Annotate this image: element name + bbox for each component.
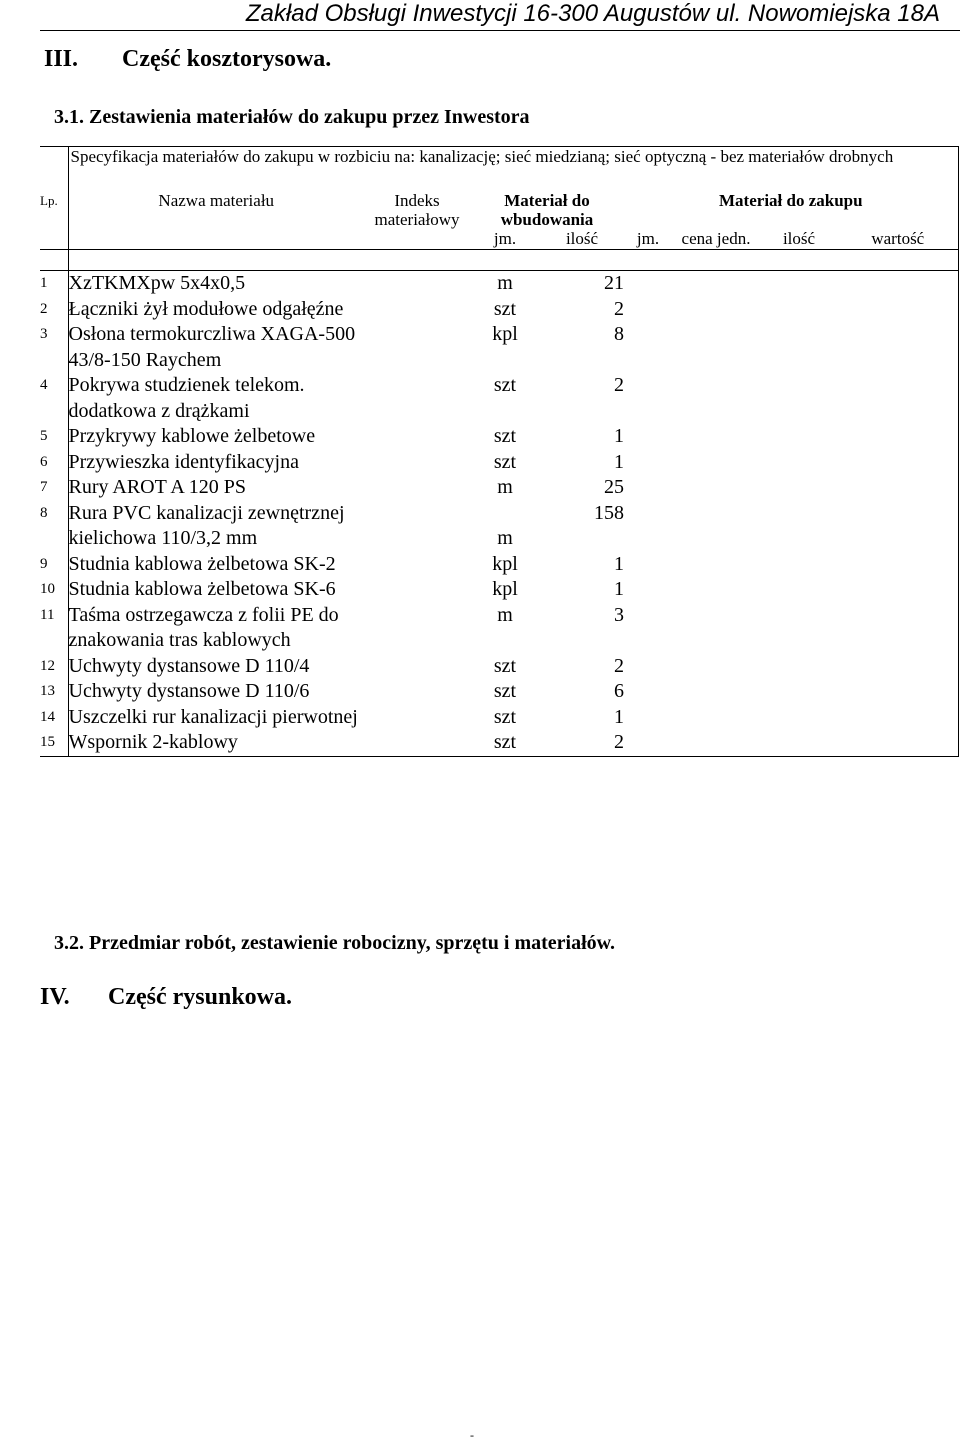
row-index xyxy=(364,297,470,323)
row-qty: 8 xyxy=(614,323,624,345)
row-unit-price xyxy=(672,424,760,450)
row-name: Wspornik 2-kablowy xyxy=(68,730,364,756)
row-value xyxy=(838,322,958,373)
column-header-lp: Lp. xyxy=(40,191,68,229)
row-unit-price xyxy=(672,271,760,297)
table-row xyxy=(40,501,958,552)
row-lp: 12 xyxy=(40,654,68,680)
subheader-value: wartość xyxy=(838,229,958,250)
row-unit-price xyxy=(672,730,760,756)
row-name: Uchwyty dystansowe D 110/6 xyxy=(68,680,310,702)
row-qty: 2 xyxy=(614,374,624,396)
row-qty: 1 xyxy=(614,578,624,600)
row-index xyxy=(364,577,470,603)
row-lp: 6 xyxy=(40,450,68,476)
row-buy-unit xyxy=(624,501,672,552)
row-buy-qty xyxy=(760,271,838,297)
row-index xyxy=(364,679,470,705)
row-name: Pokrywa studzienek telekom. dodatkowa z drążkami xyxy=(68,374,305,422)
row-unit: szt xyxy=(493,705,517,728)
row-lp: 1 xyxy=(40,271,68,297)
row-name: Osłona termokurczliwa XAGA-500 43/8-150 Raychem xyxy=(68,323,356,371)
row-buy-unit xyxy=(624,271,672,297)
table-row xyxy=(40,730,958,756)
row-name: Taśma ostrzegawcza z folii PE do znakowania tras kablowych xyxy=(68,603,339,651)
row-buy-qty xyxy=(760,679,838,705)
row-name: Studnia kablowa żelbetowa SK-2 xyxy=(68,552,336,575)
row-value xyxy=(838,603,958,654)
row-unit-price xyxy=(672,322,760,373)
row-buy-qty xyxy=(760,501,838,552)
row-buy-qty xyxy=(760,373,838,424)
row-value xyxy=(838,730,958,756)
row-value xyxy=(838,271,958,297)
row-unit-price xyxy=(672,373,760,424)
subheader-unit-2: jm. xyxy=(636,229,660,248)
row-unit: szt xyxy=(493,680,517,702)
row-buy-qty xyxy=(760,297,838,323)
table-row xyxy=(40,603,958,654)
table-row xyxy=(40,654,958,680)
row-index xyxy=(364,730,470,756)
row-index xyxy=(364,475,470,501)
row-unit: m xyxy=(497,527,513,549)
row-buy-qty xyxy=(760,577,838,603)
subheader-qty-2: ilość xyxy=(782,229,816,248)
row-value xyxy=(838,501,958,552)
row-index xyxy=(364,424,470,450)
row-buy-qty xyxy=(760,654,838,680)
row-unit-price xyxy=(672,475,760,501)
row-index xyxy=(364,603,470,654)
table-caption: Specyfikacja materiałów do zakupu w rozbiciu na: kanalizację; sieć miedzianą; sieć optyczną - bez materiałów drobnych xyxy=(68,147,958,192)
row-unit-price xyxy=(672,654,760,680)
row-unit-price xyxy=(672,577,760,603)
page-footer-mark: - xyxy=(470,1428,474,1442)
row-unit: kpl xyxy=(492,578,518,600)
row-name: Przykrywy kablowe żelbetowe xyxy=(68,425,316,447)
table-caption-row xyxy=(40,147,958,192)
organization-address: Zakład Obsługi Inwestycji 16-300 Augustów ul. Nowomiejska 18A xyxy=(245,0,940,27)
row-buy-qty xyxy=(760,424,838,450)
table-row xyxy=(40,322,958,373)
table-header-row xyxy=(40,191,958,229)
row-value xyxy=(838,705,958,731)
section-4-number: IV. xyxy=(40,984,70,1010)
table-subheader-row xyxy=(40,229,958,250)
row-unit: m xyxy=(497,272,513,294)
table-row xyxy=(40,552,958,578)
row-lp: 11 xyxy=(40,603,68,654)
row-value xyxy=(838,577,958,603)
table-row xyxy=(40,424,958,450)
row-unit-price xyxy=(672,501,760,552)
row-unit-price xyxy=(672,552,760,578)
table-spacer-row xyxy=(40,250,958,271)
row-buy-unit xyxy=(624,424,672,450)
row-unit: m xyxy=(497,603,513,626)
table-row xyxy=(40,373,958,424)
row-unit-price xyxy=(672,705,760,731)
row-qty: 3 xyxy=(614,603,624,626)
column-group-build-line1: Materiał do xyxy=(504,191,590,210)
row-name: Rura PVC kanalizacji zewnętrznej kielichowa 110/3,2 mm xyxy=(68,501,345,549)
row-qty: 21 xyxy=(604,272,624,294)
row-buy-unit xyxy=(624,577,672,603)
row-qty: 2 xyxy=(614,297,624,320)
row-buy-unit xyxy=(624,322,672,373)
row-qty: 1 xyxy=(614,705,624,728)
row-qty: 2 xyxy=(540,730,624,756)
row-lp: 7 xyxy=(40,475,68,501)
column-group-build-line2: wbudowania xyxy=(500,210,594,229)
row-buy-qty xyxy=(760,475,838,501)
row-buy-unit xyxy=(624,603,672,654)
row-unit: kpl xyxy=(492,323,518,345)
row-buy-unit xyxy=(624,450,672,476)
row-unit: szt xyxy=(493,374,517,396)
row-unit-price xyxy=(672,297,760,323)
row-buy-unit xyxy=(624,730,672,756)
row-name: Uchwyty dystansowe D 110/4 xyxy=(68,654,310,677)
row-value xyxy=(838,424,958,450)
column-group-buy: Materiał do zakupu xyxy=(624,191,958,229)
row-lp: 9 xyxy=(40,552,68,578)
row-buy-unit xyxy=(624,552,672,578)
row-qty: 2 xyxy=(614,654,624,677)
row-lp: 4 xyxy=(40,373,68,424)
table-row xyxy=(40,450,958,476)
row-unit: szt xyxy=(493,450,517,473)
row-buy-unit xyxy=(624,373,672,424)
row-value xyxy=(838,654,958,680)
row-index xyxy=(364,373,470,424)
column-header-index-line1: Indeks xyxy=(394,191,440,210)
row-buy-qty xyxy=(760,705,838,731)
row-qty: 1 xyxy=(614,425,624,447)
row-name: Rury AROT A 120 PS xyxy=(68,476,246,498)
row-qty: 1 xyxy=(614,450,624,473)
row-buy-unit xyxy=(624,475,672,501)
section-3-title: Część kosztorysowa. xyxy=(122,46,332,72)
subheader-qty: ilość xyxy=(565,229,599,248)
row-buy-qty xyxy=(760,730,838,756)
row-unit: kpl xyxy=(492,552,518,575)
row-index xyxy=(364,552,470,578)
row-value xyxy=(838,679,958,705)
table-row xyxy=(40,475,958,501)
row-unit: szt xyxy=(493,425,517,447)
row-lp: 13 xyxy=(40,679,68,705)
subsection-3-2-title: 3.2. Przedmiar robót, zestawienie robocizny, sprzętu i materiałów. xyxy=(54,932,616,954)
row-buy-unit xyxy=(624,297,672,323)
column-header-index xyxy=(364,191,470,229)
row-qty: 6 xyxy=(614,680,624,702)
materials-table xyxy=(40,146,959,757)
row-name: Studnia kablowa żelbetowa SK-6 xyxy=(68,578,336,600)
row-qty: 25 xyxy=(604,476,624,498)
row-index xyxy=(364,654,470,680)
table-row xyxy=(40,271,958,297)
row-unit: szt xyxy=(493,654,517,677)
row-index xyxy=(364,705,470,731)
row-unit: m xyxy=(497,476,513,498)
row-lp: 3 xyxy=(40,322,68,373)
subheader-unit: jm. xyxy=(493,229,517,248)
section-3-number: III. xyxy=(44,46,79,72)
column-header-index-line2: materiałowy xyxy=(374,210,460,229)
row-index xyxy=(364,450,470,476)
row-name: XzTKMXpw 5x4x0,5 xyxy=(68,272,246,294)
table-body xyxy=(40,271,958,757)
column-header-name: Nazwa materiału xyxy=(158,191,275,210)
row-buy-qty xyxy=(760,552,838,578)
section-4-title: Część rysunkowa. xyxy=(108,984,292,1010)
row-value xyxy=(838,297,958,323)
subheader-unit-price: cena jedn. xyxy=(681,229,751,248)
row-name: Łączniki żył modułowe odgałęźne xyxy=(68,297,344,320)
table-row xyxy=(40,297,958,323)
page-header xyxy=(0,0,960,32)
row-lp: 15 xyxy=(40,730,68,756)
row-lp: 2 xyxy=(40,297,68,323)
row-unit: szt xyxy=(470,730,540,756)
row-index xyxy=(364,322,470,373)
header-rule xyxy=(40,30,960,31)
row-lp: 8 xyxy=(40,501,68,552)
row-buy-unit xyxy=(624,705,672,731)
row-value xyxy=(838,552,958,578)
row-name: Przywieszka identyfikacyjna xyxy=(68,450,299,473)
row-value xyxy=(838,373,958,424)
row-unit-price xyxy=(672,679,760,705)
row-buy-qty xyxy=(760,450,838,476)
row-qty: 1 xyxy=(614,552,624,575)
table-row xyxy=(40,705,958,731)
row-buy-qty xyxy=(760,603,838,654)
row-name: Uszczelki rur kanalizacji pierwotnej xyxy=(68,705,358,728)
row-value xyxy=(838,450,958,476)
subsection-3-1-title: 3.1. Zestawienia materiałów do zakupu przez Inwestora xyxy=(54,106,530,128)
row-unit-price xyxy=(672,450,760,476)
row-buy-unit xyxy=(624,654,672,680)
row-unit: szt xyxy=(493,297,517,320)
row-lp: 14 xyxy=(40,705,68,731)
table-row xyxy=(40,679,958,705)
row-qty: 158 xyxy=(594,501,624,524)
row-lp: 10 xyxy=(40,577,68,603)
row-buy-unit xyxy=(624,679,672,705)
row-index xyxy=(364,271,470,297)
row-lp: 5 xyxy=(40,424,68,450)
row-unit-price xyxy=(672,603,760,654)
row-index xyxy=(364,501,470,552)
row-buy-qty xyxy=(760,322,838,373)
table-row xyxy=(40,577,958,603)
column-group-build xyxy=(470,191,624,229)
row-value xyxy=(838,475,958,501)
